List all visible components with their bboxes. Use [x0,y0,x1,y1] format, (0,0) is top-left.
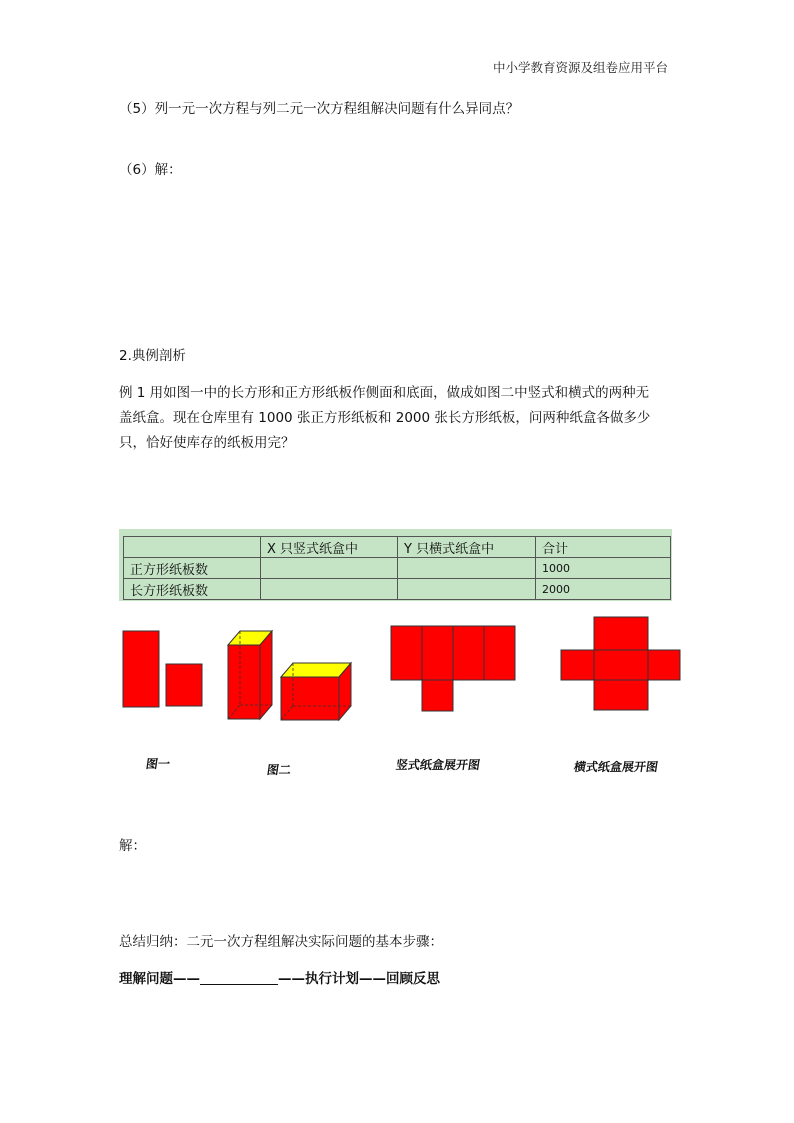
example-line-3: 只，恰好使库存的纸板用完？ [119,435,295,451]
table-header-row [124,537,671,558]
figure-1-caption: 图一 [144,757,171,771]
example-paragraph [119,381,679,456]
table-header-cell: 合计 [536,537,671,558]
horizontal-box-net [559,615,683,713]
summary-steps [119,969,440,989]
question-5: （5）列一元一次方程与列二元一次方程组解决问题有什么异同点？ [119,101,520,117]
question-6: （6）解： [119,162,182,178]
table-header-cell: X 只竖式纸盒中 [261,537,398,558]
cardboard-table-panel [119,529,672,601]
summary-step-understand: 理解问题—— [119,971,200,987]
horizontal-net-caption: 横式纸盒展开图 [572,760,659,774]
vertical-box [228,631,272,719]
figure-1-illustration [118,628,208,710]
table-cell: 正方形纸板数 [124,558,261,579]
cardboard-table [123,536,671,600]
table-cell: 2000 [536,579,671,600]
example-line-1: 例 1 用如图一中的长方形和正方形纸板作侧面和底面，做成如图二中竖式和横式的两种无 [119,385,650,401]
table-header-cell: Y 只横式纸盒中 [398,537,536,558]
table-row [124,558,671,579]
platform-header: 中小学教育资源及组卷应用平台 [492,60,668,75]
table-row [124,579,671,600]
figure-2-illustration [224,625,356,725]
horizontal-box [281,663,351,720]
square-board [166,664,202,706]
table-cell: 长方形纸板数 [124,579,261,600]
section-title: 2.典例剖析 [119,348,186,364]
table-cell [398,579,536,600]
vertical-box-net [389,624,519,714]
figure-2-caption: 图二 [265,763,292,777]
table-cell [398,558,536,579]
vertical-net-caption: 竖式纸盒展开图 [394,758,481,772]
table-header-cell [124,537,261,558]
summary-title [119,932,443,952]
summary-title-text: 总结归纳：二元一次方程组解决实际问题的基本步骤： [119,934,443,950]
rectangle-board [123,631,159,707]
summary-step-rest: ——执行计划——回顾反思 [278,971,440,987]
table-cell [261,558,398,579]
table-cell [261,579,398,600]
solution-label: 解： [119,838,146,854]
table-cell: 1000 [536,558,671,579]
summary-fill-blank [200,969,278,985]
example-line-2: 盖纸盒。现在仓库里有 1000 张正方形纸板和 2000 张长方形纸板，问两种纸盒各做多少 [119,410,651,426]
